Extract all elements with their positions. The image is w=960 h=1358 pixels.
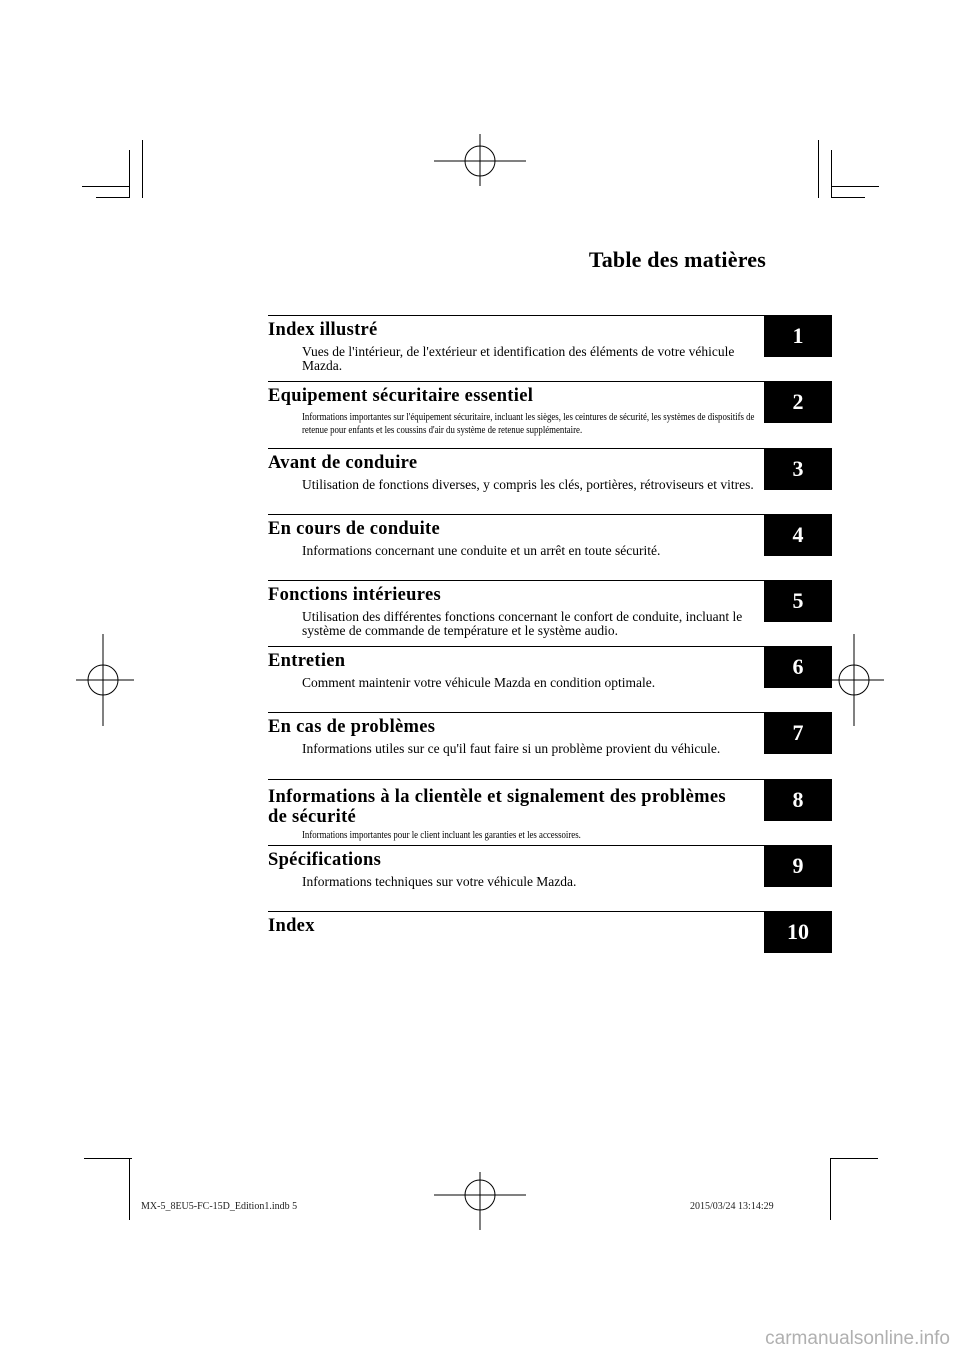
entry-title[interactable]: Fonctions intérieures <box>268 585 441 605</box>
entry-rule <box>268 712 764 713</box>
toc-entry[interactable] <box>268 712 832 754</box>
entry-rule <box>268 845 764 846</box>
chapter-tab[interactable]: 1 <box>764 315 832 357</box>
chapter-tab[interactable]: 5 <box>764 580 832 622</box>
chapter-tab[interactable]: 2 <box>764 381 832 423</box>
entry-rule <box>268 580 764 581</box>
entry-rule <box>268 646 764 647</box>
entry-title[interactable]: Equipement sécuritaire essentiel <box>268 386 534 406</box>
toc-entry[interactable] <box>268 514 832 556</box>
chapter-tab[interactable]: 7 <box>764 712 832 754</box>
watermark: carmanualsonline.info <box>765 1328 950 1349</box>
entry-title[interactable]: Index <box>268 916 315 936</box>
entry-rule <box>268 514 764 515</box>
entry-rule <box>268 315 764 316</box>
entry-title[interactable]: En cas de problèmes <box>268 717 436 737</box>
footer-filename: MX-5_8EU5-FC-15D_Edition1.indb 5 <box>141 1201 298 1212</box>
toc-entry[interactable] <box>268 580 832 638</box>
toc-entry[interactable] <box>268 315 832 373</box>
chapter-tab[interactable]: 10 <box>764 911 832 953</box>
footer-timestamp: 2015/03/24 13:14:29 <box>690 1201 774 1212</box>
entry-title[interactable]: Entretien <box>268 651 346 671</box>
entry-title[interactable]: En cours de conduite <box>268 519 441 539</box>
entry-title[interactable]: Index illustré <box>268 320 378 340</box>
entry-title[interactable]: Spécifications <box>268 850 382 870</box>
toc-entry[interactable] <box>268 779 832 841</box>
entry-description: Informations techniques sur votre véhicule Mazda. <box>302 874 577 889</box>
registration-mark-bottom <box>434 1172 526 1230</box>
chapter-tab[interactable]: 4 <box>764 514 832 556</box>
toc-entry[interactable] <box>268 911 832 953</box>
entry-description: Informations utiles sur ce qu'il faut faire si un problème provient du véhicule. <box>302 741 721 756</box>
toc-entry[interactable] <box>268 845 832 887</box>
page-title: Table des matières <box>588 247 766 272</box>
toc-entry[interactable] <box>268 646 832 688</box>
chapter-tab[interactable]: 9 <box>764 845 832 887</box>
chapter-tab[interactable]: 3 <box>764 448 832 490</box>
registration-mark-top <box>434 134 526 192</box>
registration-mark-left <box>76 634 134 726</box>
entry-rule <box>268 448 764 449</box>
entry-rule <box>268 779 764 780</box>
chapter-tab[interactable]: 8 <box>764 779 832 821</box>
entry-rule <box>268 911 764 912</box>
entry-rule <box>268 381 764 382</box>
entry-description: Informations concernant une conduite et un arrêt en toute sécurité. <box>302 543 661 558</box>
entry-description: Comment maintenir votre véhicule Mazda en condition optimale. <box>302 675 656 690</box>
toc-entry[interactable] <box>268 381 832 436</box>
entry-description: Informations importantes sur l'équipement sécuritaire, incluant les sièges, les ceintures de sécurité, les systèmes de dispositifs de retenue pour enfants et les coussins d'air du système de retenue supplémentaire. <box>302 411 755 436</box>
entry-title[interactable]: Informations à la clientèle et signalement des problèmes de sécurité <box>268 787 726 827</box>
registration-mark-right <box>826 634 884 726</box>
entry-description: Vues de l'intérieur, de l'extérieur et identification des éléments de votre véhicule Mazda. <box>302 344 735 373</box>
entry-description: Utilisation des différentes fonctions concernant le confort de conduite, incluant le système de commande de température et le système audio. <box>302 609 743 638</box>
entry-description: Informations importantes pour le client incluant les garanties et les accessoires. <box>302 829 581 841</box>
chapter-tab[interactable]: 6 <box>764 646 832 688</box>
entry-description: Utilisation de fonctions diverses, y compris les clés, portières, rétroviseurs et vitres. <box>302 477 754 492</box>
toc-entry[interactable] <box>268 448 832 490</box>
entry-title[interactable]: Avant de conduire <box>268 453 418 473</box>
